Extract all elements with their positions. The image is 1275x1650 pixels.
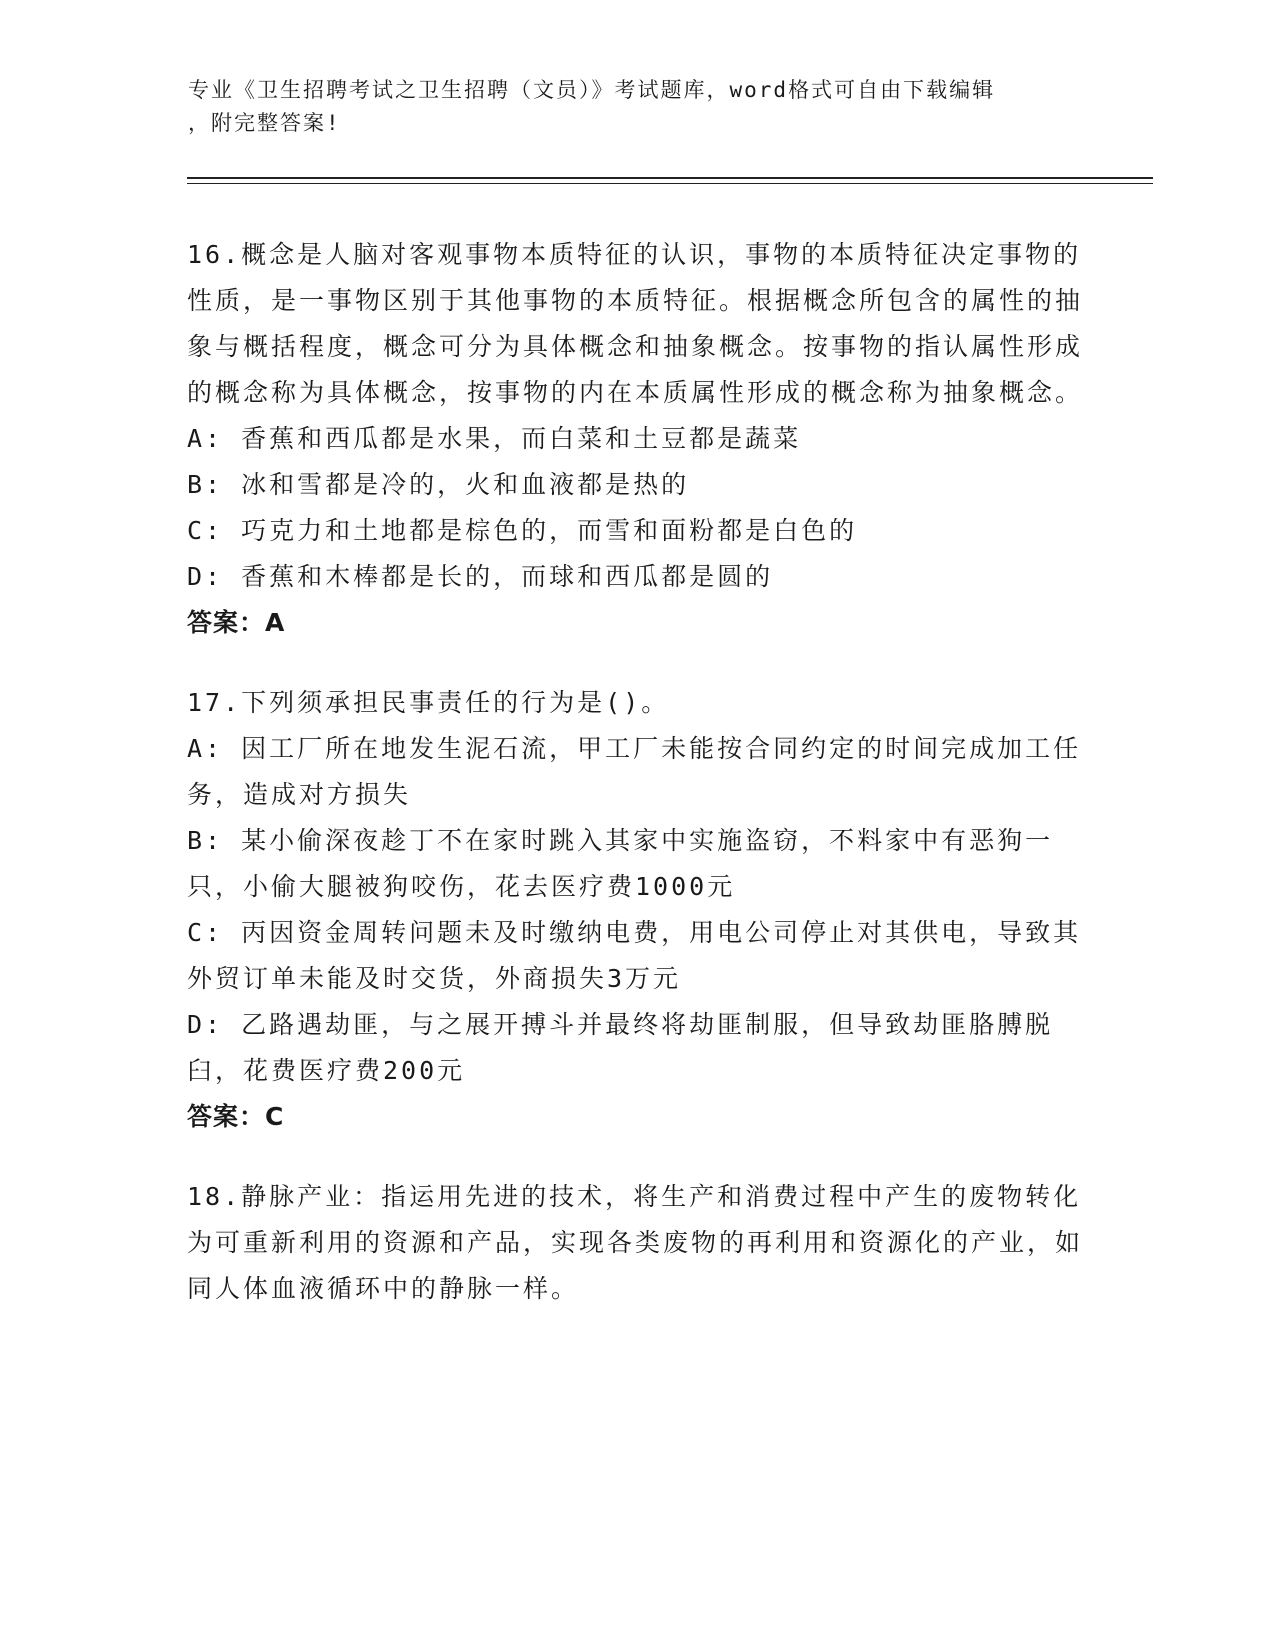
answer: 答案：A bbox=[187, 608, 286, 637]
header-rule-top bbox=[187, 177, 1153, 179]
option-a: A: 香蕉和西瓜都是水果，而白菜和土豆都是蔬菜 bbox=[187, 424, 802, 453]
option-b: B: 某小偷深夜趁丁不在家时跳入其家中实施盗窃，不料家中有恶狗一只，小偷大腿被狗咬伤，花去医疗费1000元 bbox=[187, 826, 1054, 901]
option-c: C: 巧克力和土地都是棕色的，而雪和面粉都是白色的 bbox=[187, 516, 858, 545]
question-16 bbox=[187, 232, 1087, 646]
question-stem: 18.静脉产业：指运用先进的技术，将生产和消费过程中产生的废物转化为可重新利用的资源和产品，实现各类废物的再利用和资源化的产业，如同人体血液循环中的静脉一样。 bbox=[187, 1182, 1084, 1303]
page-header bbox=[188, 74, 1068, 140]
question-17 bbox=[187, 680, 1087, 1140]
option-a: A: 因工厂所在地发生泥石流，甲工厂未能按合同约定的时间完成加工任务，造成对方损失 bbox=[187, 734, 1082, 809]
header-line-1: 专业《卫生招聘考试之卫生招聘（文员）》考试题库，word格式可自由下载编辑 bbox=[188, 78, 996, 102]
option-b: B: 冰和雪都是冷的，火和血液都是热的 bbox=[187, 470, 690, 499]
header-line-2: ，附完整答案! bbox=[188, 111, 341, 135]
question-list bbox=[187, 232, 1087, 1346]
option-d: D: 乙路遇劫匪，与之展开搏斗并最终将劫匪制服，但导致劫匪胳膊脱臼，花费医疗费200元 bbox=[187, 1010, 1054, 1085]
question-stem: 17.下列须承担民事责任的行为是()。 bbox=[187, 688, 670, 717]
question-stem: 16.概念是人脑对客观事物本质特征的认识，事物的本质特征决定事物的性质，是一事物区别于其他事物的本质特征。根据概念所包含的属性的抽象与概括程度，概念可分为具体概念和抽象概念。按事物的指认属性形成的概念称为具体概念，按事物的内在本质属性形成的概念称为抽象概念。 bbox=[187, 240, 1084, 407]
question-18 bbox=[187, 1174, 1087, 1312]
option-c: C: 丙因资金周转问题未及时缴纳电费，用电公司停止对其供电，导致其外贸订单未能及时交货，外商损失3万元 bbox=[187, 918, 1082, 993]
answer: 答案：C bbox=[187, 1102, 285, 1131]
option-d: D: 香蕉和木棒都是长的，而球和西瓜都是圆的 bbox=[187, 562, 774, 591]
header-rule-bottom bbox=[187, 183, 1153, 184]
